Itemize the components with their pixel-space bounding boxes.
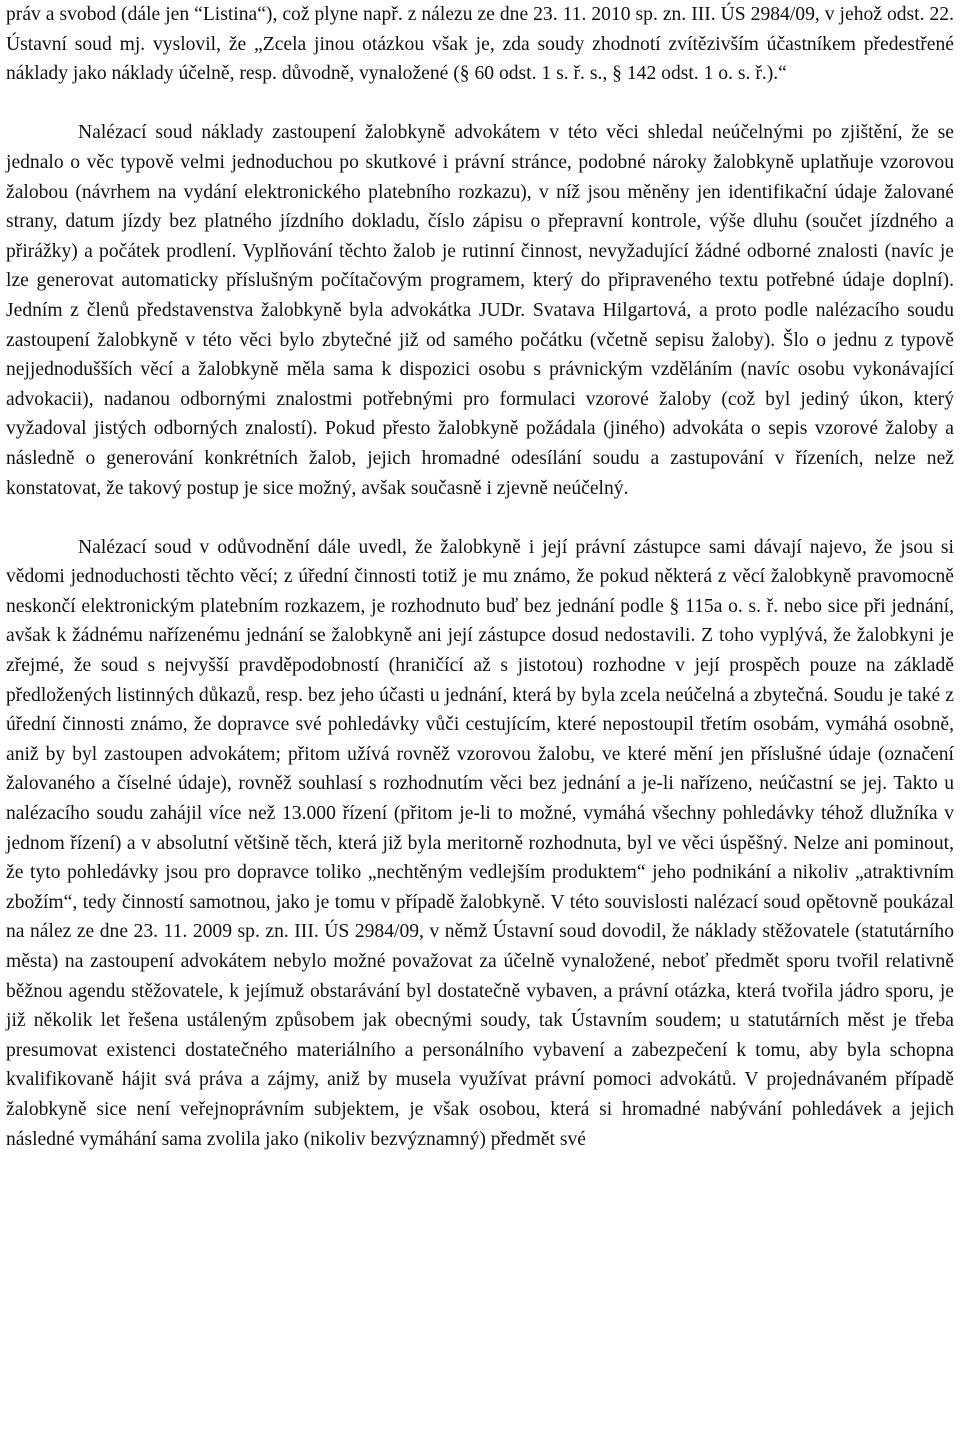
paragraph-court-costs: Nalézací soud náklady zastoupení žalobkyně advokátem v této věci shledal neúčelnými po zjištění, že se jednalo o věc typově velmi jednoduchou po skutkové i právní stránce, podobné nároky žalobkyně uplatňuje vzorovou žalobou (návrhem na vydání elektronického platebního rozkazu), v níž jsou měněny jen identifikační údaje žalované strany, datum jízdy bez platného jízdního dokladu, číslo zápisu o přepravní kontrole, výše dluhu (součet jízdného a přirážky) a počátek prodlení. Vyplňování těchto žalob je rutinní činnost, nevyžadující žádné odborné znalosti (navíc je lze generovat automaticky příslušným počítačovým programem, který do připraveného textu potřebné údaje doplní). Jedním z členů představenstva žalobkyně byla advokátka JUDr. Svatava Hilgartová, a proto podle nalézacího soudu zastoupení žalobkyně v této věci bylo zbytečné již od samého počátku (včetně sepisu žaloby). Šlo o jednu z typově nejjednodušších věcí a žalobkyně měla sama k dispozici osobu s právnickým vzděláním (navíc osobu vykonávající advokacii), nadanou odbornými znalostmi potřebnými pro formulaci vzorové žaloby (což byl jediný úkon, který vyžadoval jistých odborných znalostí). Pokud přesto žalobkyně požádala (jiného) advokáta o sepis vzorové žaloby a následně o generování konkrétních žalob, jejich hromadné odesílání soudu a zastupování v řízeních, nelze než konstatovat, že takový postup je sice možný, avšak současně i zjevně neúčelný. <box>6 122 954 499</box>
paragraph-spacer <box>6 89 954 119</box>
paragraph-spacer <box>6 503 954 533</box>
paragraph-court-reasoning: Nalézací soud v odůvodnění dále uvedl, že žalobkyně i její právní zástupce sami dávají najevo, že jsou si vědomi jednoduchosti těchto věcí; z úřední činnosti totiž je mu známo, že pokud některá z věcí žalobkyně pravomocně neskončí elektronickým platebním rozkazem, je rozhodnuto buď bez jednání podle § 115a o. s. ř. nebo sice při jednání, avšak k žádnému nařízenému jednání se žalobkyně ani její zástupce dosud nedostavili. Z toho vyplývá, že žalobkyni je zřejmé, že soud s nejvyšší pravděpodobností (hraničící až s jistotou) rozhodne v její prospěch pouze na základě předložených listinných důkazů, resp. bez jeho účasti u jednání, která by byla zcela neúčelná a zbytečná. Soudu je také z úřední činnosti známo, že dopravce své pohledávky vůči cestujícím, které nepostoupil třetím osobám, vymáhá osobně, aniž by byl zastoupen advokátem; přitom užívá rovněž vzorovou žalobu, ve které mění jen příslušné údaje (označení žalovaného a číselné údaje), rovněž souhlasí s rozhodnutím věci bez jednání a je-li nařízeno, neúčastní se jej. Takto u nalézacího soudu zahájil více než 13.000 řízení (přitom je-li to možné, vymáhá všechny pohledávky téhož dlužníka v jednom řízení) a v absolutní většině těch, která již byla meritorně rozhodnuta, byl ve věci úspěšný. Nelze ani pominout, že tyto pohledávky jsou pro dopravce toliko „nechtěným vedlejším produktem“ jeho podnikání a nikoliv „atraktivním zbožím“, tedy činností samotnou, jako je tomu v případě žalobkyně. V této souvislosti nalézací soud opětovně poukázal na nález ze dne 23. 11. 2009 sp. zn. III. ÚS 2984/09, v němž Ústavní soud dovodil, že náklady stěžovatele (statutárního města) na zastoupení advokátem nebylo možné považovat za účelně vynaložené, neboť předmět sporu tvořil relativně běžnou agendu stěžovatele, k jejímuž obstarávání byl dostatečně vybaven, a právní otázka, která tvořila jádro sporu, je již několik let řešena ustáleným způsobem jak obecnými soudy, tak Ústavním soudem; u statutárních měst je třeba presumovat existenci dostatečného materiálního a personálního vybavení a zabezpečení k tomu, aby byla schopna kvalifikovaně hájit svá práva a zájmy, aniž by musela využívat právní pomoci advokátů. V projednávaném případě žalobkyně sice není veřejnoprávním subjektem, je však osobou, která si hromadné nabývání pohledávek a jejich následné vymáhání sama zvolila jako (nikoliv bezvýznamný) předmět své <box>6 536 954 1150</box>
paragraph-continuation: práv a svobod (dále jen “Listina“), což plyne např. z nálezu ze dne 23. 11. 2010 sp. zn. III. ÚS 2984/09, v jehož odst. 22. Ústavní soud mj. vyslovil, že „Zcela jinou otázkou však je, zda soudy zhodnotí zvítězivším účastníkem předestřené náklady jako náklady účelně, resp. důvodně, vynaložené (§ 60 odst. 1 s. ř. s., § 142 odst. 1 o. s. ř.).“ <box>6 4 954 85</box>
document-page <box>6 0 954 1154</box>
